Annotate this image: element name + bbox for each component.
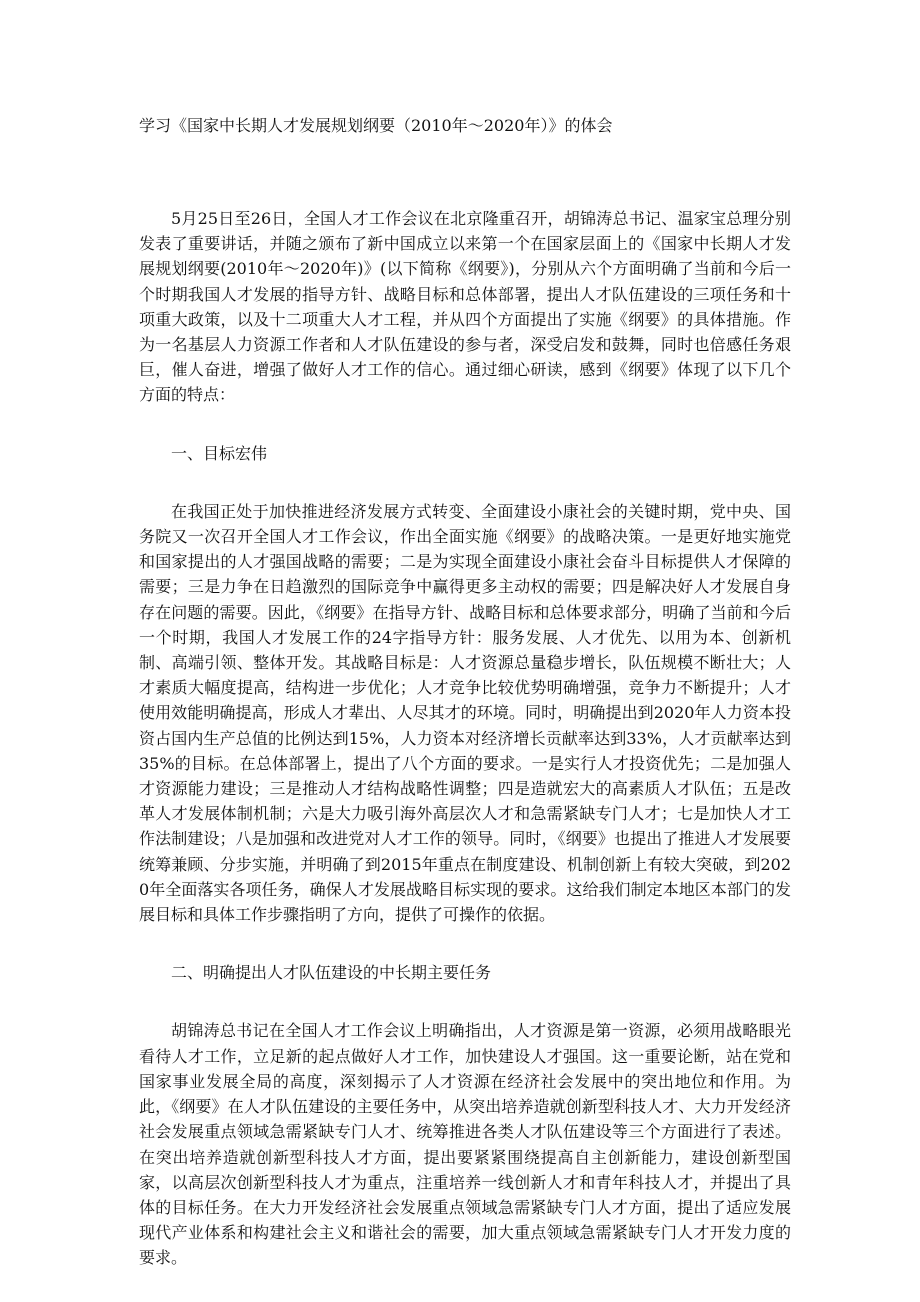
section-heading-1: 一、目标宏伟: [171, 443, 268, 463]
intro-paragraph: 5月25日至26日，全国人才工作会议在北京隆重召开，胡锦涛总书记、温家宝总理分别发表了重要讲话，并随之颁布了新中国成立以来第一个在国家层面上的《国家中长期人才发展规划纲要(2010年～2020年)》(以下简称《纲要》)，分别从六个方面明确了当前和今后一个时期我国人才发展的指导方针、战略目标和总体部署，提出人才队伍建设的三项任务和十项重大政策，以及十二项重大人才工程，并从四个方面提出了实施《纲要》的具体措施。作为一名基层人力资源工作者和人才队伍建设的参与者，深受启发和鼓舞，同时也倍感任务艰巨，催人奋进，增强了做好人才工作的信心。通过细心研读，感到《纲要》体现了以下几个方面的特点：: [139, 209, 791, 405]
spacer: [139, 466, 791, 499]
section-paragraph-1: 在我国正处于加快推进经济发展方式转变、全面建设小康社会的关键时期，党中央、国务院又一次召开全国人才工作会议，作出全面实施《纲要》的战略决策。一是更好地实施党和国家提出的人才强国战略的需要；二是为实现全面建设小康社会奋斗目标提供人才保障的需要；三是力争在日趋激烈的国际竞争中赢得更多主动权的需要；四是解决好人才发展自身存在问题的需要。因此，《纲要》在指导方针、战略目标和总体要求部分，明确了当前和今后一个时期，我国人才发展工作的24字指导方针：服务发展、人才优先、以用为本、创新机制、高端引领、整体开发。其战略目标是：人才资源总量稳步增长，队伍规模不断壮大；人才素质大幅度提高，结构进一步优化；人才竞争比较优势明确增强，竞争力不断提升；人才使用效能明确提高，形成人才辈出、人尽其才的环境。同时，明确提出到2020年人力资本投资占国内生产总值的比例达到15%，人力资本对经济增长贡献率达到33%，人才贡献率达到35%的目标。在总体部署上，提出了八个方面的要求。一是实行人才投资优先；二是加强人才资源能力建设；三是推动人才结构战略性调整；四是造就宏大的高素质人才队伍；五是改革人才发展体制机制；六是大力吸引海外高层次人才和急需紧缺专门人才；七是加快人才工作法制建设；八是加强和改进党对人才工作的领导。同时，《纲要》也提出了推进人才发展要统筹兼顾、分步实施，并明确了到2015年重点在制度建设、机制创新上有较大突破，到2020年全面落实各项任务，确保人才发展战略目标实现的要求。这给我们制定本地区本部门的发展目标和具体工作步骤指明了方向，提供了可操作的依据。: [139, 501, 791, 925]
document-title: 学习《国家中长期人才发展规划纲要（2010年～2020年）》的体会: [139, 116, 613, 135]
section-paragraph-2: 胡锦涛总书记在全国人才工作会议上明确指出，人才资源是第一资源，必须用战略眼光看待人才工作，立足新的起点做好人才工作，加快建设人才强国。这一重要论断，站在党和国家事业发展全局的高度，深刻揭示了人才资源在经济社会发展中的突出地位和作用。为此，《纲要》在人才队伍建设的主要任务中，从突出培养造就创新型科技人才、大力开发经济社会发展重点领域急需紧缺专门人才、统筹推进各类人才队伍建设等三个方面进行了表述。在突出培养造就创新型科技人才方面，提出要紧紧围绕提高自主创新能力，建设创新型国家，以高层次创新型科技人才为重点，注重培养一线创新人才和青年科技人才，并提出了具体的目标任务。在大力开发经济社会发展重点领域急需紧缺专门人才方面，提出了适应发展现代产业体系和构建社会主义和谐社会的需要，加大重点领域急需紧缺专门人才开发力度的要求。: [139, 1021, 791, 1268]
spacer: [139, 408, 791, 441]
spacer: [139, 927, 791, 960]
document-body: [139, 206, 791, 1271]
spacer: [139, 985, 791, 1018]
section-heading-2: 二、明确提出人才队伍建设的中长期主要任务: [171, 963, 492, 983]
